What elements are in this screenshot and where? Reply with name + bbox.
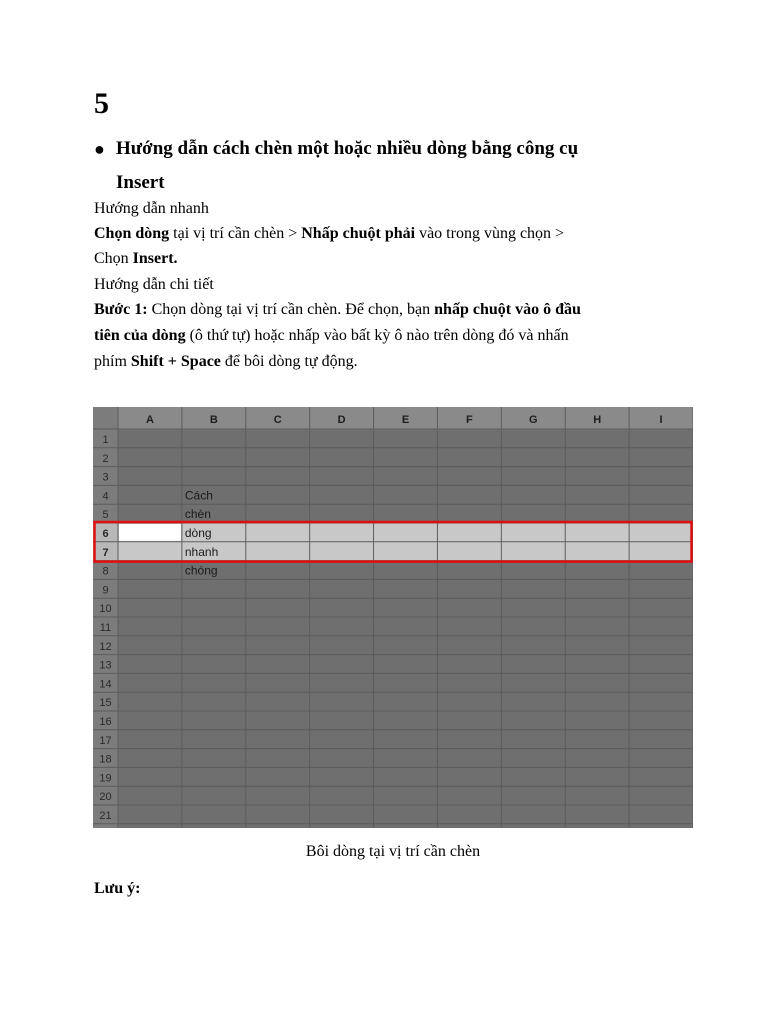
cell-B4: Cách — [184, 488, 213, 503]
row-header-1: 1 — [102, 434, 109, 446]
row-header-16: 16 — [99, 716, 112, 728]
quick-guide-text-2: vào trong vùng chọn > — [415, 225, 565, 242]
row-header-15: 15 — [99, 697, 112, 710]
row-header-19: 19 — [99, 772, 112, 785]
column-header-bar — [93, 407, 693, 429]
row-header-17: 17 — [99, 734, 112, 747]
row-header-20: 20 — [99, 791, 112, 804]
detail-guide-title: Hướng dẫn chi tiết — [94, 276, 214, 293]
cell-B5: chèn — [184, 507, 211, 522]
quick-guide-bold-2: Nhấp chuột phải — [301, 225, 416, 242]
step-1-bold-1: nhấp chuột vào ô đầu — [434, 301, 581, 318]
row-header-13: 13 — [99, 659, 112, 672]
quick-guide-title: Hướng dẫn nhanh — [94, 200, 209, 217]
active-cell — [119, 524, 181, 541]
row-header-6: 6 — [102, 528, 109, 540]
column-header-F: F — [466, 414, 473, 426]
step-1-bold-2: tiên của dòng — [94, 327, 186, 344]
row-header-11: 11 — [99, 622, 112, 634]
column-header-D: D — [337, 414, 346, 426]
column-header-I: I — [659, 414, 663, 426]
step-1-text-3: phím — [94, 353, 131, 370]
row-header-7: 7 — [102, 546, 109, 559]
row-header-10: 10 — [99, 603, 112, 616]
column-header-H: H — [593, 414, 602, 426]
quick-guide-line-2 — [94, 246, 664, 272]
step-1-line-1 — [94, 297, 664, 323]
row-header-12: 12 — [99, 640, 112, 653]
row-header-14: 14 — [99, 678, 112, 691]
bullet-icon: ● — [94, 139, 105, 159]
heading-line-2: Insert — [116, 172, 165, 193]
column-header-A: A — [145, 414, 154, 426]
step-1-text-4: để bôi dòng tự động. — [220, 353, 358, 370]
step-1-line-3 — [94, 349, 664, 375]
section-heading — [94, 132, 654, 200]
figure-caption: Bôi dòng tại vị trí cần chèn — [305, 843, 481, 860]
column-header-G: G — [528, 414, 538, 426]
quick-guide-line-1 — [94, 221, 664, 247]
row-header-4: 4 — [102, 490, 109, 503]
row-header-18: 18 — [99, 753, 112, 766]
quick-guide-bold-1: Chọn dòng — [94, 225, 170, 242]
row-header-3: 3 — [102, 471, 109, 484]
row-header-8: 8 — [102, 565, 109, 578]
heading-line-1: Hướng dẫn cách chèn một hoặc nhiều dòng bằng công cụ — [116, 138, 579, 159]
row-header-2: 2 — [102, 452, 109, 465]
step-1-bold-3: Shift + Space — [130, 353, 221, 370]
spreadsheet-grid — [93, 407, 693, 828]
spreadsheet-screenshot — [93, 407, 693, 828]
quick-guide-text-3: Chọn — [94, 250, 133, 267]
page-number: 5 — [94, 87, 109, 120]
step-1-label: Bước 1: — [94, 301, 148, 318]
quick-guide-text-1: tại vị trí cần chèn > — [169, 225, 302, 242]
step-1-line-2 — [94, 323, 664, 349]
cell-B8: chóng — [184, 563, 218, 578]
note-label: Lưu ý: — [94, 880, 141, 897]
column-header-C: C — [273, 414, 282, 426]
step-1-text-2: (ô thứ tự) hoặc nhấp vào bất kỳ ô nào trên dòng đó và nhấn — [185, 327, 569, 344]
column-header-E: E — [401, 414, 410, 426]
step-1-text-1: Chọn dòng tại vị trí cần chèn. Để chọn, bạn — [147, 301, 435, 318]
cell-B7: nhanh — [184, 544, 219, 559]
row-header-9: 9 — [102, 584, 109, 597]
quick-guide-bold-3: Insert. — [132, 250, 178, 267]
cell-B6: dòng — [184, 526, 212, 540]
column-header-B: B — [209, 414, 218, 426]
row-header-5: 5 — [102, 509, 109, 522]
row-header-21: 21 — [99, 810, 112, 822]
